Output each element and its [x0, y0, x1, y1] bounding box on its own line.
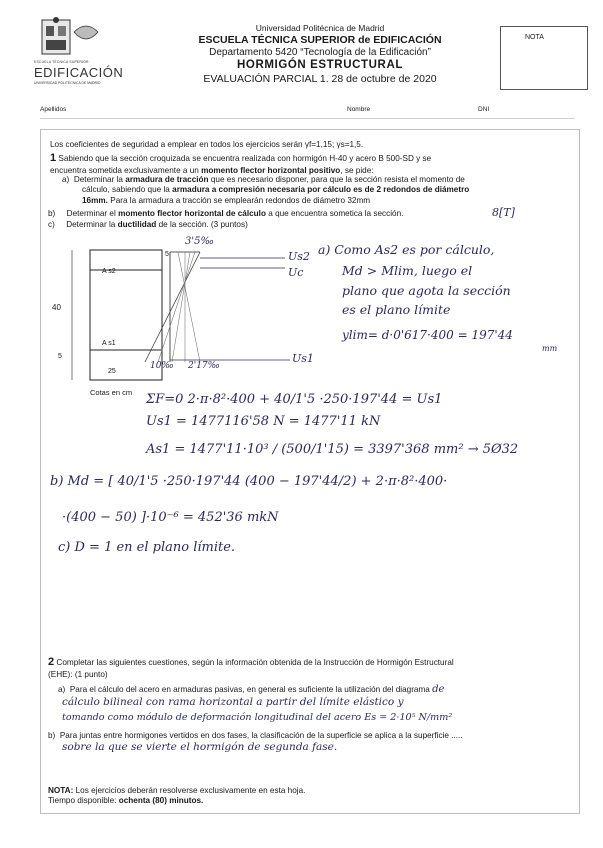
hand-answer-a-line3: plano que agota la sección [342, 283, 511, 298]
grade-label: NOTA [525, 34, 544, 41]
units-note: Cotas en cm [90, 388, 133, 397]
question-1-number: 1 [50, 152, 57, 164]
hand-us2: Us2 [288, 250, 310, 263]
dim-depth: 40 [52, 303, 61, 312]
footer-note: NOTA: Los ejercicios deberán resolverse exclusivamente en esta hoja. Tiempo disponible: ochenta (80) minutos. [48, 786, 306, 806]
hand-uc: Uc [288, 266, 304, 279]
margin-mark: 8[T] [492, 206, 515, 219]
question-2-statement: 2 Completar las siguientes cuestiones, según la información obtenida de la Instrucción de Hormigón Estructural (EHE): (1 punto) [48, 656, 454, 679]
logo-small-text: ESCUELA TÉCNICA SUPERIOR [34, 60, 89, 64]
exam-title: EVALUACIÓN PARCIAL 1. 28 de octubre de 2020 [203, 73, 437, 85]
question-2a: a) Para el cálculo del acero en armaduras pasivas, en general es suficiente la utilización del diagrama de [58, 684, 445, 695]
dim-width: 25 [108, 368, 116, 375]
question-2b: b) Para juntas entre hormigones vertidos en dos fases, la clasificación de la superficie se aplica a la superficie ..... [48, 731, 463, 740]
hand-answer-a-line1: a) Como As2 es por cálculo, [318, 242, 495, 257]
hand-ylim: ylim= d·0'617·400 = 197'44 [342, 328, 513, 342]
hand-answer-2b: sobre la que se vierte el hormigón de segunda fase. [62, 741, 338, 753]
hand-ylim-unit: mm [542, 344, 558, 353]
as1-label: A s1 [102, 340, 116, 347]
strain-mid-label: 2'17‰ [188, 361, 220, 371]
subject-title: HORMIGÓN ESTRUCTURAL [237, 59, 403, 71]
hand-answer-a-line2: Md > Mlim, luego el [342, 263, 473, 278]
question-1-statement: 1 Sabiendo que la sección croquizada se encuentra realizada con hormigón H-40 y acero B 500-SD y se encuentra sometida exclusivamente a un momento flector horizontal positivo, se pide: [50, 152, 432, 175]
hand-us1-result: Us1 = 1477116'58 N = 1477'11 kN [146, 414, 381, 429]
university-name: Universidad Politécnica de Madrid [255, 23, 385, 33]
dim-top-cover: 5 [165, 251, 169, 258]
strain-top-label: 3'5‰ [185, 236, 214, 247]
hand-answer-c: c) D = 1 en el plano límite. [58, 540, 236, 555]
school-logo [34, 16, 126, 92]
hand-answer-2a-line2: tomando como módulo de deformación longitudinal del acero Es = 2·10⁵ N/mm² [62, 712, 453, 723]
dni-label: DNI [478, 106, 490, 113]
question-1b: b) Determinar el momento flector horizontal de cálculo a que encuentra sometica la sección. [48, 209, 404, 218]
hand-as1-result: As1 = 1477'11·10³ / (500/1'15) = 3397'368 mm² → 5Ø32 [146, 442, 519, 457]
logo-sub-text: UNIVERSIDAD POLITÉCNICA DE MADRID [34, 81, 101, 85]
hand-answer-b-line2: ·(400 − 50) ]·10⁻⁶ = 452'36 mkN [62, 510, 279, 525]
section-figure [50, 232, 320, 392]
strain-diagram-line [145, 252, 200, 362]
crest-icon [34, 16, 126, 66]
hand-answer-b-line1: b) Md = [ 40/1'5 ·250·197'44 (400 − 197'44/2) + 2·π·8²·400· [50, 474, 448, 489]
question-2-number: 2 [48, 656, 55, 668]
question-1c: c) Determinar la ductilidad de la sección. (3 puntos) [48, 220, 248, 229]
dim-bottom-cover: 5 [58, 353, 62, 360]
hand-answer-2a-line1: cálculo bilineal con rama horizontal a partir del límite elástico y [62, 696, 404, 708]
hand-equilibrium: ΣF=0 2·π·8²·400 + 40/1'5 ·250·197'44 = Us1 [146, 392, 443, 407]
strain-bottom-label: 10‰ [150, 361, 174, 371]
surname-label: Apellidos [40, 106, 67, 113]
department-name: Departamento 5420 “Tecnología de la Edificación” [209, 47, 431, 58]
logo-word: EDIFICACIÓN [34, 65, 124, 80]
strain-hatch-1 [158, 252, 195, 362]
hand-answer-a-line4: es el plano límite [342, 302, 451, 317]
question-1a: a) Determinar la armadura de tracción que es necesario disponer, para que la sección resista el momento de cálculo, sabiendo que la armadura a compresión necesaria por cálculo es de 2 redondos de diámetro 16mm. Para la armadura a tracción se emplearán redondos de diámetro 32mm [62, 175, 470, 205]
school-name: ESCUELA TÉCNICA SUPERIOR de EDIFICACIÓN [198, 34, 442, 46]
hand-us1: Us1 [292, 352, 314, 365]
as2-label: A s2 [102, 268, 116, 275]
grade-box[interactable] [500, 26, 588, 90]
name-label: Nombre [347, 106, 371, 113]
safety-coefficients-intro: Los coeficientes de seguridad a emplear en todos los ejercicios serán γf=1,15; γs=1,5. [50, 140, 364, 149]
